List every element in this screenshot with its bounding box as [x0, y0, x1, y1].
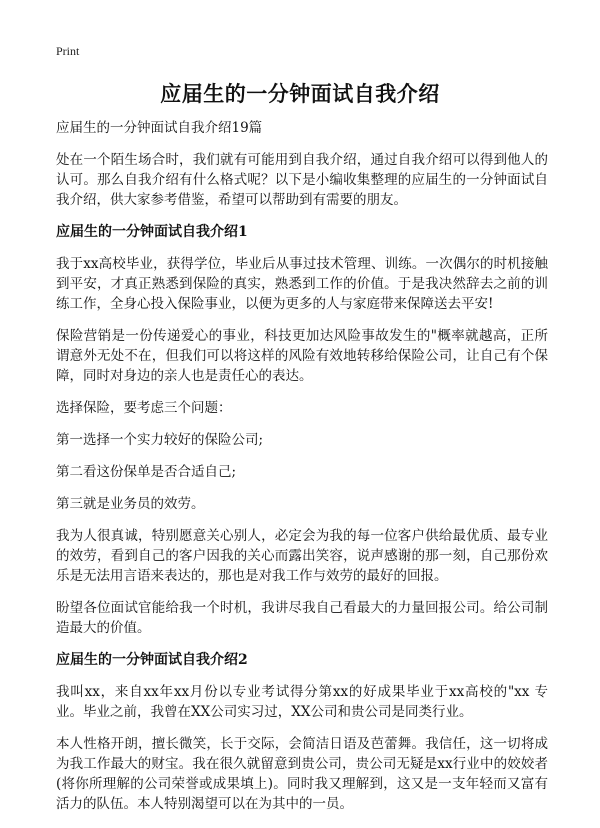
section-1-paragraph: 选择保险，要考虑三个问题：	[56, 400, 232, 416]
intro-paragraph: 处在一个陌生场合时，我们就有可能用到自我介绍，通过自我介绍可以得到他人的认可。那么自我介绍有什么格式呢？以下是小编收集整理的应届生的一分钟面试自我介绍，供大家参考借鉴，希望可以帮助到有需要的朋友。	[56, 152, 548, 208]
section-2-paragraph: 我叫xx，来自xx年xx月份以专业考试得分第xx的好成果毕业于xx高校的"xx 专业。毕业之前，我曾在XX公司实习过，XX公司和贵公司是同类行业。	[56, 684, 548, 720]
section-1-paragraph: 保险营销是一份传递爱心的事业，科技更加达风险事故发生的"概率就越高，正所谓意外无处不在，但我们可以将这样的风险有效地转移给保险公司，让自己有个保障，同时对身边的亲人也是责任心的表达。	[56, 328, 548, 384]
section-1-paragraph: 我为人很真诚，特别愿意关心别人，必定会为我的每一位客户供给最优质、最专业的效劳，看到自己的客户因我的关心而露出笑容，说声感谢的那一刻，自己那份欢乐是无法用言语来表达的，那也是对我工作与效劳的最好的回报。	[56, 528, 548, 584]
section-2-heading: 应届生的一分钟面试自我介绍2	[56, 652, 248, 668]
section-1-paragraph: 第一选择一个实力较好的保险公司;	[56, 432, 264, 448]
section-1-paragraph: 第三就是业务员的效劳。	[56, 496, 205, 512]
section-1-heading: 应届生的一分钟面试自我介绍1	[56, 224, 248, 240]
document-title: 应届生的一分钟面试自我介绍	[160, 81, 440, 106]
print-link[interactable]: Print	[56, 44, 80, 58]
section-1-paragraph: 我于xx高校毕业，获得学位，毕业后从事过技术管理、训练。一次偶尔的时机接触到平安，才真正熟悉到保险的真实，熟悉到工作的价值。于是我决然辞去之前的训练工作，全身心投入保险事业，以便为更多的人与家庭带来保障送去平安!	[56, 256, 548, 312]
section-1-paragraph: 第二看这份保单是否合适自己;	[56, 464, 237, 480]
section-1-paragraph: 盼望各位面试官能给我一个时机，我讲尽我自己看最大的力量回报公司。给公司制造最大的价值。	[56, 600, 548, 636]
document-subtitle: 应届生的一分钟面试自我介绍19篇	[56, 120, 263, 136]
section-2-paragraph: 本人性格开朗，擅长微笑，长于交际，会简洁日语及芭蕾舞。我信任，这一切将成为我工作最大的财宝。我在很久就留意到贵公司，贵公司无疑是xx行业中的姣姣者(将你所理解的公司荣誉或成果填上)。同时我又理解到，这又是一支年轻而又富有活力的队伍。本人特别渴望可以在为其中的一员。	[56, 736, 548, 812]
document-body	[56, 118, 548, 826]
